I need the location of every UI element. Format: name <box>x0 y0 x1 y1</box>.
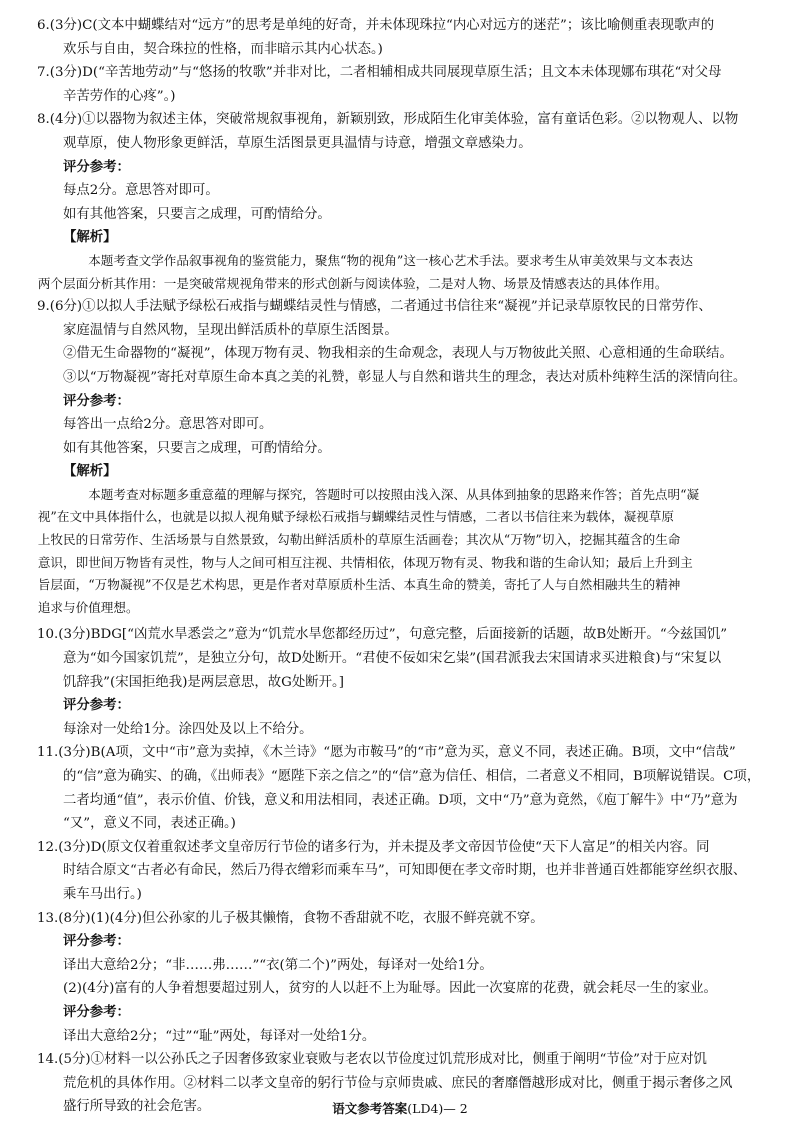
scoring-reference-label: 评分参考： <box>63 159 130 175</box>
answer-13-line-1: 13.(8分)(1)(4分)但公孙家的儿子极其懒惰，食物不香甜就不吃，衣服不鲜亮就不穿。 <box>37 910 544 926</box>
analysis-line: 本题考查文学作品叙事视角的鉴赏能力，聚焦“物的视角”这一核心艺术手法。要求考生从审美效果与文本表达 <box>88 252 693 268</box>
answer-12-line-3: 乘车马出行。) <box>63 886 142 902</box>
answer-9-line-4: ③以“万物凝视”寄托对草原生命本真之美的礼赞，彰显人与自然和谐共生的理念，表达对质朴纯粹生活的深情向往。 <box>63 369 747 385</box>
answer-11-line-1: 11.(3分)B(A项，文中“市”意为卖掉，《木兰诗》“愿为市鞍马”的“市”意为买，意义不同，表述正确。B项，文中“信哉” <box>37 745 736 761</box>
analysis-line: 本题考查对标题多重意蕴的理解与探究，答题时可以按照由浅入深、从具体到抽象的思路来作答；首先点明“凝 <box>88 486 700 502</box>
analysis-label: 【解析】 <box>63 464 117 480</box>
answer-10-line-3: 饥辞我”(宋国拒绝我)是两层意思，故G处断开。] <box>63 674 344 690</box>
answer-11-line-3: 二者均通“值”，表示价值、价钱，意义和用法相同，表述正确。D项，文中“乃”意为竟然，《庖丁解牛》中“乃”意为 <box>63 792 738 808</box>
answer-12-line-1: 12.(3分)D(原文仅着重叙述孝文皇帝厉行节俭的诸多行为，并未提及孝文帝因节俭使“天下人富足”的相关内容。同 <box>37 839 710 855</box>
answer-14-line-3: 盛行所导致的社会危害。 <box>63 1099 211 1115</box>
scoring-reference-label: 评分参考： <box>63 934 130 950</box>
answer-9-line-2: 家庭温情与自然风物，呈现出鲜活质朴的草原生活图景。 <box>63 322 398 338</box>
scoring-reference-text: 每涂对一处给1分。涂四处及以上不给分。 <box>63 721 313 737</box>
footer-code: (LD4) <box>407 1101 444 1116</box>
answer-13-line-2: (2)(4分)富有的人争着想要超过别人，贫穷的人以赶不上为耻辱。因此一次宴席的花费，就会耗尽一生的家业。 <box>63 981 717 997</box>
scoring-reference-text: 每答出一点给2分。意思答对即可。 <box>63 417 273 433</box>
answer-11-line-2: 的“信”意为确实、的确，《出师表》“愿陛下亲之信之”的“信”意为信任、相信，二者意义不相同，B项解说错误。C项， <box>63 769 761 784</box>
analysis-line: 意识，即世间万物皆有灵性，物与人之间可相互注视、共情相依，体现万物有灵、物我和谐的生命认知；最后上升到主 <box>37 554 693 570</box>
answer-10-line-1: 10.(3分)BDG[“凶荒水旱悉尝之”意为“饥荒水旱您都经历过”，句意完整，后面接新的话题，故B处断开。“今兹国饥” <box>37 627 728 643</box>
answer-9-line-3: ②借无生命器物的“凝视”，体现万物有灵、物我相亲的生命观念，表现人与万物彼此关照、心意相通的生命联结。 <box>63 346 733 362</box>
analysis-label: 【解析】 <box>63 230 117 246</box>
answer-item-12 <box>37 836 777 907</box>
scoring-reference-text: 译出大意给2分；“过”“耻”两处，每译对一处给1分。 <box>63 1028 376 1044</box>
answer-9-line-1: 9.(6分)①以拟人手法赋予绿松石戒指与蝴蝶结灵性与情感，二者通过书信往来“凝视”并记录草原牧民的日常劳作、 <box>37 299 712 315</box>
analysis-text <box>37 250 777 295</box>
answer-item-8 <box>37 108 777 155</box>
analysis-line: 上牧民的日常劳作、生活场景与自然景致，勾勒出鲜活质朴的草原生活画卷；其次从“万物”切入，挖掘其蕴含的生命 <box>37 532 681 548</box>
answer-8-line-1: 8.(4分)①以器物为叙述主体，突破常规叙事视角，新颖别致，形成陌生化审美体验，富有童话色彩。②以物观人、以物 <box>37 112 739 128</box>
analysis-line: 旨层面，“万物凝视”不仅是艺术构思，更是作者对草原质朴生活、本真生命的赞美，寄托了人与自然相融共生的精神 <box>37 577 681 593</box>
answer-10-line-2: 意为“如今国家饥荒”，是独立分句，故D处断开。“君使不佞如宋乞粜”(国君派我去宋国请求买进粮食)与“宋复以 <box>63 651 721 667</box>
answer-7-line-2: 辛苦劳作的心疼”。) <box>63 88 176 104</box>
analysis-text <box>37 484 777 620</box>
footer-title: 语文参考答案 <box>332 1101 408 1116</box>
scoring-reference-text: 译出大意给2分；“非……弗……”“衣(第二个)”两处，每译对一处给1分。 <box>63 957 493 973</box>
analysis-line: 追求与价值理想。 <box>37 599 139 615</box>
answer-7-line-1: 7.(3分)D(“辛苦地劳动”与“悠扬的牧歌”并非对比，二者相辅相成共同展现草原生活；且文本未体现娜布琪花“对父母 <box>37 65 722 81</box>
analysis-line: 视”在文中具体指什么，也就是以拟人视角赋予绿松石戒指与蝴蝶结灵性与情感，二者以书信往来为载体，凝视草原 <box>37 509 674 525</box>
answer-6-line-1: 6.(3分)C(文本中蝴蝶结对“远方”的思考是单纯的好奇，并未体现珠拉“内心对远方的迷茫”；该比喻侧重表现歌声的 <box>37 18 715 33</box>
scoring-reference-label: 评分参考： <box>63 1004 130 1020</box>
answer-item-11 <box>37 741 777 835</box>
scoring-reference-label: 评分参考： <box>63 393 130 409</box>
answer-item-10 <box>37 623 777 694</box>
scoring-reference-text: 每点2分。意思答对即可。 <box>63 183 219 199</box>
footer-page-number: — 2 <box>443 1101 468 1116</box>
answer-item-7 <box>37 61 777 108</box>
answer-6-line-2: 欢乐与自由，契合珠拉的性格，而非暗示其内心状态。) <box>63 41 383 57</box>
scoring-reference-text: 如有其他答案，只要言之成理，可酌情给分。 <box>63 440 331 456</box>
answer-item-6 <box>37 14 777 61</box>
answer-item-9 <box>37 295 777 389</box>
page-footer <box>0 1099 800 1117</box>
answer-8-line-2: 观草原，使人物形象更鲜活，草原生活图景更具温情与诗意，增强文章感染力。 <box>63 135 532 151</box>
answer-14-line-1: 14.(5分)①材料一以公孙氏之子因奢侈致家业衰败与老农以节俭度过饥荒形成对比，侧重于阐明“节俭”对于应对饥 <box>37 1052 707 1068</box>
answer-document <box>37 14 777 1119</box>
answer-11-line-4: “又”，意义不同，表述正确。) <box>63 816 236 832</box>
answer-14-line-2: 荒危机的具体作用。②材料二以孝文皇帝的躬行节俭与京师贵戚、庶民的奢靡僭越形成对比，侧重于揭示奢侈之风 <box>63 1075 733 1091</box>
scoring-reference-text: 如有其他答案，只要言之成理，可酌情给分。 <box>63 206 331 222</box>
answer-item-13 <box>37 907 777 931</box>
scoring-reference-label: 评分参考： <box>63 698 130 714</box>
answer-12-line-2: 时结合原文“古者必有命民，然后乃得衣缯彩而乘车马”，可知即便在孝文帝时期，也并非普通百姓都能穿丝织衣服、 <box>63 863 747 879</box>
analysis-line: 两个层面分析其作用：一是突破常规视角带来的形式创新与阅读体验，二是对人物、场景及情感表达的具体作用。 <box>37 275 668 291</box>
